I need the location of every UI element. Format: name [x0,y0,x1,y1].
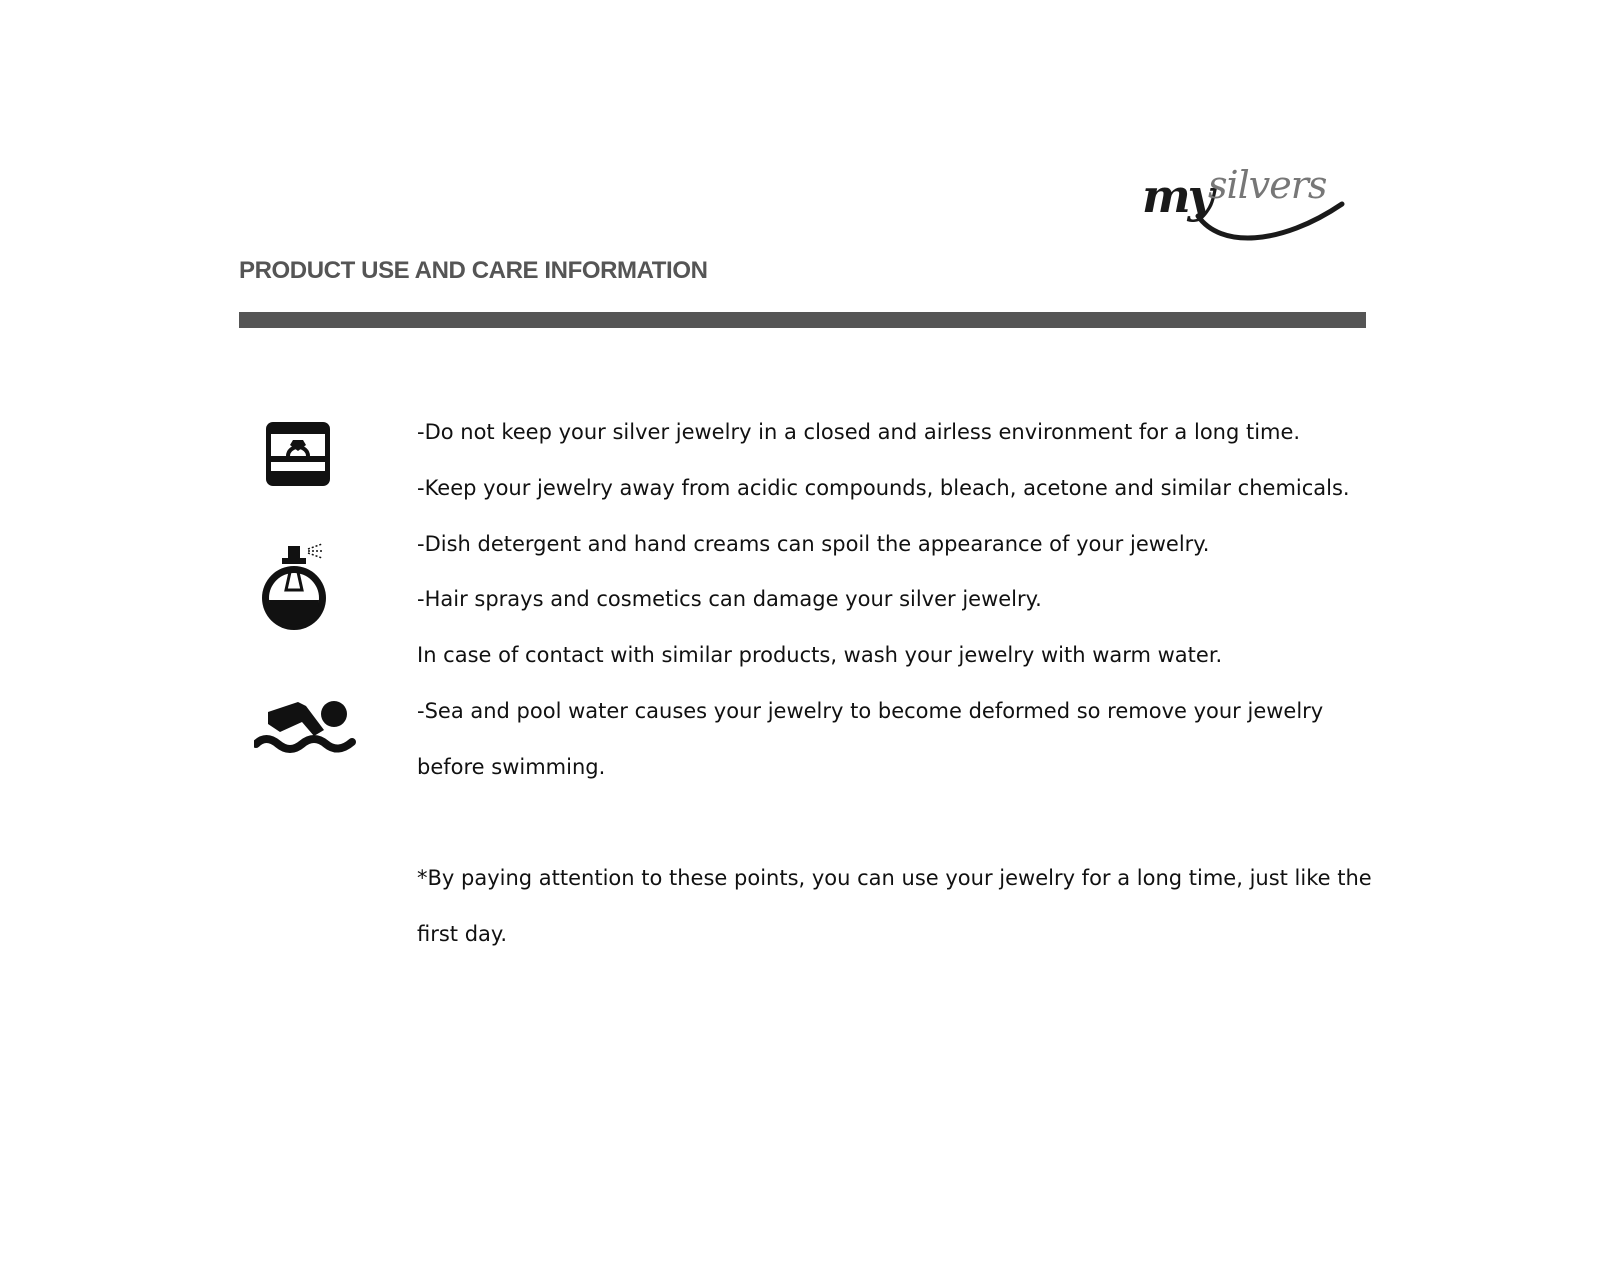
care-line: In case of contact with similar products, wash your jewelry with warm water. [417,643,1223,668]
perfume-bottle-icon [260,542,340,634]
swimmer-icon [254,694,356,758]
ring-box-icon [264,420,332,488]
care-line: -Sea and pool water causes your jewelry to become deformed so remove your jewelry [417,698,1324,723]
care-line: -Hair sprays and cosmetics can damage your silver jewelry. [417,587,1042,612]
title-rule [239,312,1366,328]
page-title: PRODUCT USE AND CARE INFORMATION [239,257,708,284]
brand-logo [1140,158,1360,250]
svg-text:silvers: silvers [1208,163,1327,207]
svg-text:my: my [1142,169,1212,223]
care-line: before swimming. [417,754,606,779]
care-line: -Keep your jewelry away from acidic compounds, bleach, acetone and similar chemicals. [417,475,1350,500]
care-line: -Do not keep your silver jewelry in a closed and airless environment for a long time. [417,420,1301,444]
care-line: -Dish detergent and hand creams can spoil the appearance of your jewelry. [417,531,1210,556]
note-line: first day. [417,921,508,946]
closing-note [417,856,1372,968]
care-instructions [417,410,1357,801]
note-line: *By paying attention to these points, you can use your jewelry for a long time, just like the [417,866,1372,890]
